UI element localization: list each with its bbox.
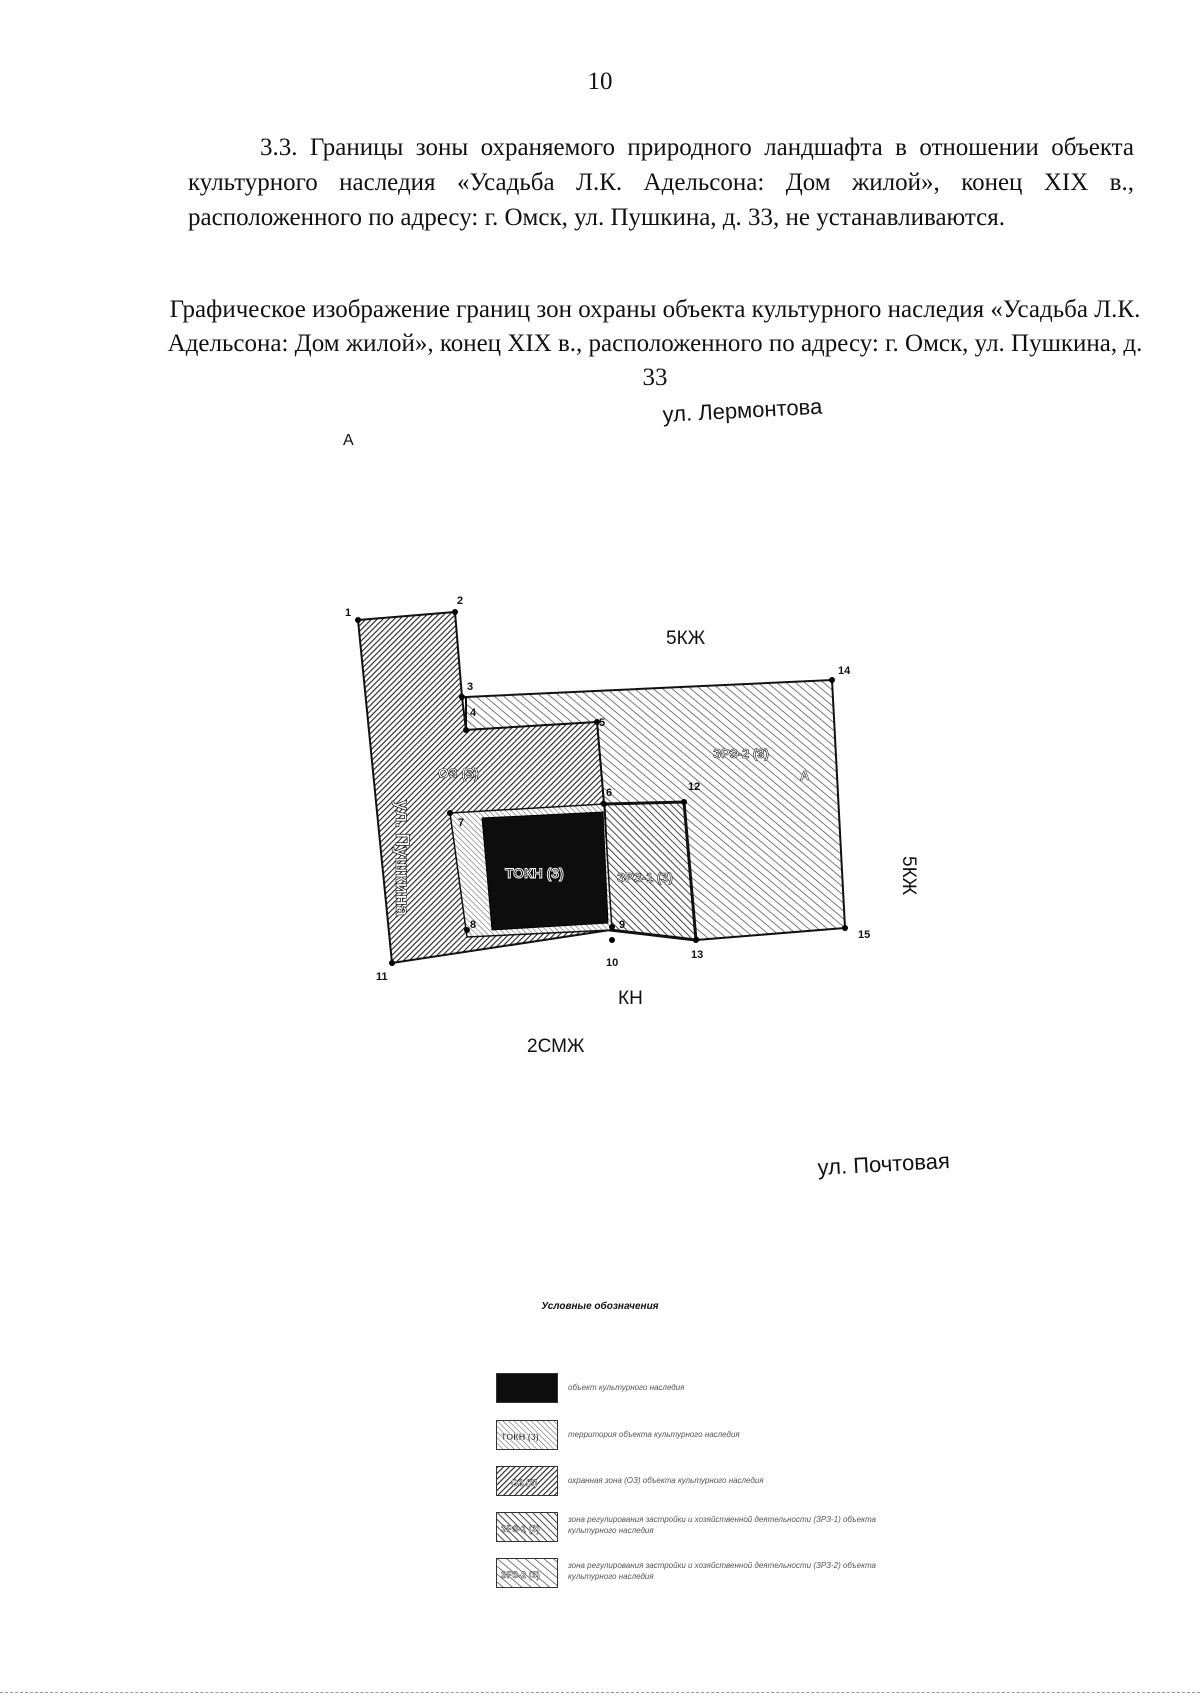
boundary-point-10 [609, 937, 615, 943]
legend-text-zrz2: зона регулирования застройки и хозяйственной деятельности (ЗРЗ-2) объекта культурного наследия [568, 1561, 876, 1581]
legend-swatch-zrz2-label: ЗРЗ-2 (3) [501, 1570, 540, 1580]
point-label-7: 7 [458, 817, 465, 829]
page-number: 10 [587, 68, 613, 95]
zone-label-tokn: ТОКН (3) [505, 865, 564, 881]
zone-label-2smzh: 2СМЖ [527, 1036, 585, 1057]
zone-label-oz: ОЗ (3) [438, 765, 479, 781]
map-heading: Графическое изображение границ зон охраны объекта культурного наследия «Усадьба Л.К. Адельсона: Дом жилой», конец XIX в., расположенного по адресу: г. Омск, ул. Пушкина, д. 33 [167, 296, 1143, 391]
boundary-point-13 [693, 937, 699, 943]
point-label-5: 5 [599, 717, 606, 729]
zone-label-kn: КН [618, 988, 643, 1009]
legend-text-tokn: территория объекта культурного наследия [568, 1430, 740, 1439]
section-3-3-paragraph: 3.3. Границы зоны охраняемого природного ландшафта в отношении объекта культурного наследия «Усадьба Л.К. Адельсона: Дом жилой», конец XIX в., расположенного по адресу: г. Омск, ул. Пушкина, д. 33, не устанавливаются. [188, 134, 1134, 231]
zone-label-5kzh-north: 5КЖ [666, 628, 706, 649]
street-lermontova-label: ул. Лермонтова [662, 393, 823, 427]
point-label-13: 13 [691, 949, 704, 961]
point-label-15: 15 [858, 929, 871, 941]
boundary-point-6 [601, 801, 607, 807]
legend-item-oz [496, 1466, 896, 1496]
legend-item-tokn [496, 1420, 896, 1450]
point-label-9: 9 [619, 919, 626, 931]
boundary-point-4 [463, 727, 469, 733]
legend-swatch-oz-label: ОЗ (3) [511, 1478, 538, 1488]
boundary-point-9 [609, 924, 615, 930]
point-label-10: 10 [606, 957, 619, 969]
scan-edge-line [0, 1692, 1200, 1693]
legend-text-object: объект культурного наследия [568, 1383, 685, 1392]
legend-item-zrz2 [496, 1558, 896, 1588]
legend-swatch-zrz1-label: ЗРЗ-1 (3) [501, 1524, 540, 1534]
legend-swatch-tokn [496, 1420, 558, 1450]
boundary-point-1 [355, 617, 361, 623]
legend-text-zrz1: зона регулирования застройки и хозяйственной деятельности (ЗРЗ-1) объекта культурного наследия [568, 1515, 876, 1535]
point-label-14: 14 [838, 665, 851, 677]
zone-label-zrz2: ЗРЗ-2 (3) [713, 746, 769, 761]
point-label-11: 11 [376, 971, 388, 983]
legend-item-object [496, 1373, 896, 1403]
legend-swatch-zrz2 [496, 1558, 558, 1588]
boundary-point-15 [842, 925, 848, 931]
legend-title: Условные обозначения [541, 1301, 659, 1312]
boundary-point-11 [389, 960, 395, 966]
marker-a-label: А [343, 432, 354, 449]
legend-item-zrz1 [496, 1512, 896, 1542]
point-label-4: 4 [470, 707, 477, 719]
legend-swatch-zrz1 [496, 1512, 558, 1542]
legend-text-oz: охранная зона (ОЗ) объекта культурного наследия [568, 1476, 764, 1485]
point-label-12: 12 [688, 781, 701, 793]
street-pushkina-label: ул. Пушкина [391, 800, 412, 917]
point-label-2: 2 [457, 595, 464, 607]
street-pochtovaya-label: ул. Почтовая [817, 1148, 951, 1180]
point-label-3: 3 [467, 681, 474, 693]
point-label-1: 1 [345, 607, 352, 619]
boundary-point-3 [459, 694, 465, 700]
boundary-point-14 [829, 677, 835, 683]
zone-label-5kzh-east: 5КЖ [898, 856, 919, 896]
boundary-point-7 [447, 810, 453, 816]
point-label-6: 6 [606, 787, 613, 799]
legend-swatch-object [496, 1373, 558, 1403]
legend-swatch-oz [496, 1466, 558, 1496]
legend-swatch-tokn-label: ТОКН (3) [501, 1432, 539, 1442]
boundary-point-12 [681, 799, 687, 805]
zone-label-zrz1: ЗРЗ-1 (3) [617, 870, 673, 885]
boundary-point-2 [452, 609, 458, 615]
point-label-8: 8 [470, 919, 477, 931]
marker-a-inner: А [800, 768, 810, 783]
